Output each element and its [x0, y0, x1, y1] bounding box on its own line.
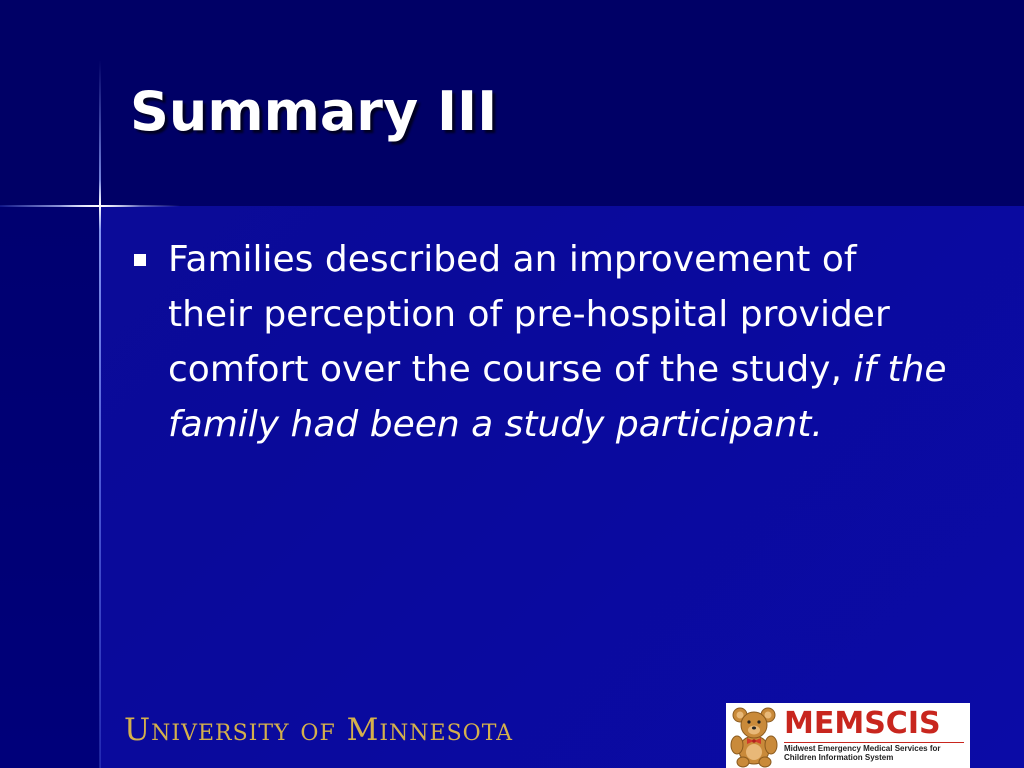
sparkle-horizontal	[60, 205, 140, 207]
bullet-text: Families described an improvement of their perception of pre-hospital provider comfort over the course of the study,	[168, 239, 890, 390]
bullet-item	[130, 232, 950, 452]
university-of-minnesota-logo: UNIVERSITY OF MINNESOTA	[124, 712, 514, 748]
square-bullet-icon	[134, 254, 146, 266]
slide-title: Summary III	[130, 80, 498, 143]
memscis-subtitle: Midwest Emergency Medical Services for Children Information System	[784, 744, 941, 762]
slide-content	[130, 232, 950, 452]
memscis-name: MEMSCIS	[784, 706, 941, 741]
teddy-bear-icon	[726, 703, 786, 768]
memscis-divider	[784, 742, 964, 743]
vertical-accent-line	[99, 60, 101, 768]
left-band	[0, 206, 100, 768]
memscis-logo	[726, 703, 970, 768]
bullet-italic-text: if the family had been a study participant.	[168, 349, 947, 445]
